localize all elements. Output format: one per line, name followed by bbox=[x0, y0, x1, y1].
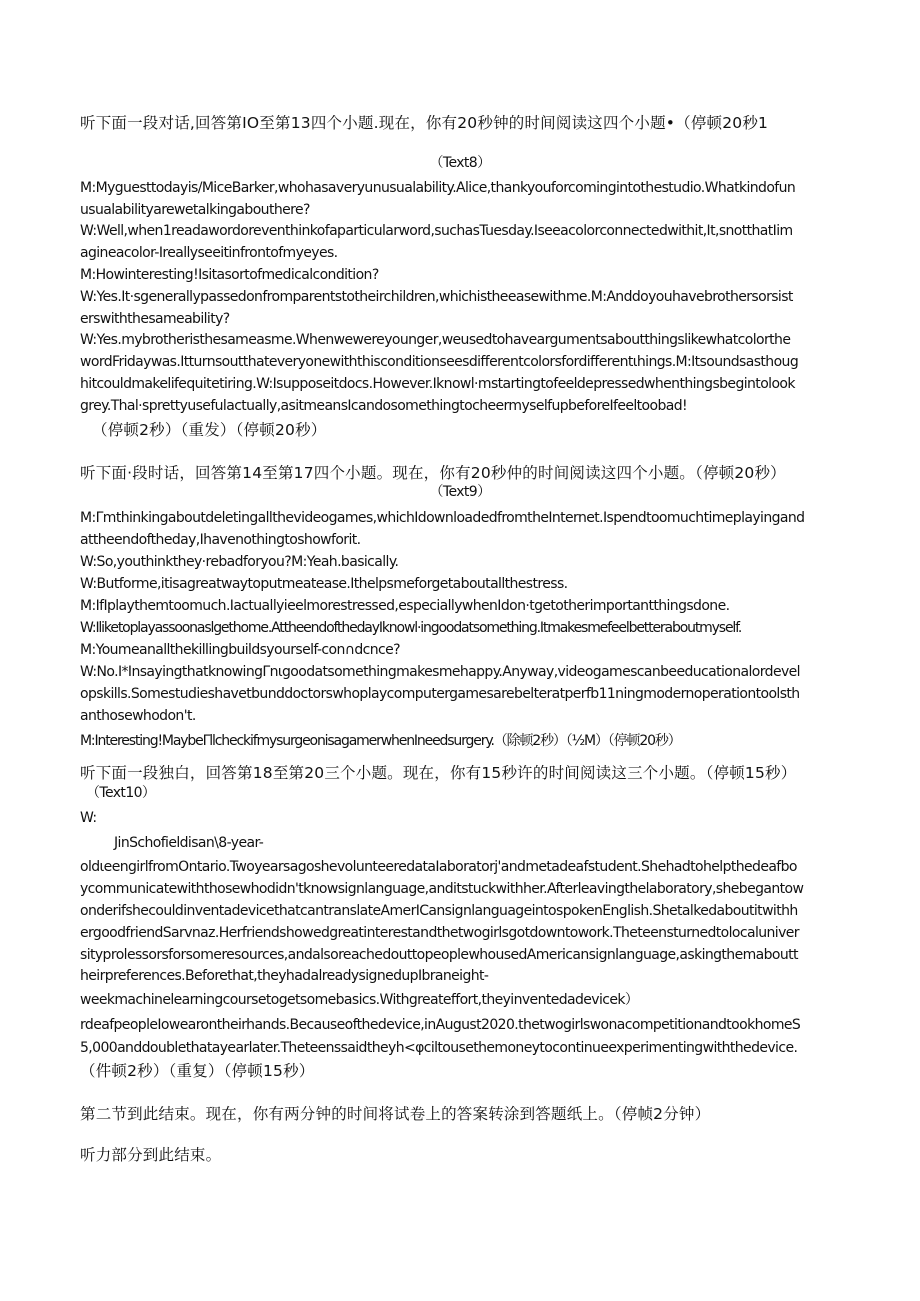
section10-pause: （件顿2秒）（重复）（停顿15秒） bbox=[80, 1062, 315, 1080]
transcript-line: W:No.I*InsayingthatknowingΓnιgoodatsomethingmakesmehappy.Anyway,videogamescanbeeducationalordevel bbox=[80, 664, 800, 680]
section9-label: （Text9） bbox=[429, 484, 491, 500]
transcript-line: W:Well,when1readawordoreventhinkofaparticularword,suchasTuesday.Iseeacolorconnectedwithit,It,snotthatIim bbox=[80, 223, 793, 239]
section10-instruction: 听下面一段独白，回答第18至第20三个小题。现在，你有15秒许的时间阅读这三个小题。（停顿15秒） bbox=[80, 764, 797, 782]
transcript-line: sityprolessorsforsomeresources,andalsoreachedouttopeoplewhousedAmericansignlanguage,askingthemaboutt bbox=[80, 947, 798, 963]
transcript-line: 5,000anddoublethatayearlater.Theteenssaidtheyh<φciltousethemoneytocontinueexperimentingwiththedevice. bbox=[80, 1040, 798, 1056]
transcript-line: wordFridaywas.Itturnsoutthateveryonewiththisconditionseesdifferentcolorsfordifferentιhings.M:Itsoundsasthoug bbox=[80, 354, 799, 370]
transcript-line: oldιeengirlfromOntario.TwoyearsagoshevolunteeredataIaboratorj'andmetadeafstudent.Shehadtohelpthedeafbo bbox=[80, 859, 797, 875]
transcript-line: M:Γmthinkingaboutdeletingallthevideogames,whichIdownloadedfromtheInternet.Ispendtoomuchtimeplayingand bbox=[80, 510, 805, 526]
transcript-line: onderifshecouldinventadevicethatcantranslateAmerICansignlanguageintospokenEnglish.Shetalkedaboutitwithh bbox=[80, 903, 798, 919]
section9-instruction: 听下面·段时话，回答第14至第17四个小题。现在，你有20秒仲的时间阅读这四个小题。（停顿20秒） bbox=[80, 464, 786, 482]
transcript-line: M:Howinteresting!Isitasortofmedicalcondition? bbox=[80, 267, 379, 283]
transcript-line: W:Yes.It·sgenerallypassedonfromparentstotheirchildren,whichistheeasewithme.M:Anddoyouhavebrothersorsist bbox=[80, 289, 793, 305]
transcript-line: opskills.Somestudieshavetbunddoctorswhoplaycomputergamesarebelteratperfb11ningmodernoperationtoolsth bbox=[80, 686, 800, 702]
transcript-line: W:Butforme,itisagreatwaytoputmeatease.Ithelpsmeforgetaboutallthestress. bbox=[80, 576, 568, 592]
transcript-line: usualabilityarewetalkingabouthere? bbox=[80, 202, 310, 218]
transcript-line: W:Yes.mybrotheristhesameasme.Whenwewereyounger,weusedtohaveargumentsaboutthingslikewhatcolorthe bbox=[80, 332, 791, 348]
section10-speaker: W: bbox=[80, 810, 97, 826]
transcript-line: M:Youmeanallthekillingbuildsyourself-con∩dcnce? bbox=[80, 642, 400, 658]
listening-end-notice: 听力部分到此结束。 bbox=[80, 1146, 222, 1164]
transcript-line: agineacolor-Ireallyseeitinfrontofmyeyes. bbox=[80, 245, 338, 261]
transcript-line: ergoodfriendSarvnaz.Herfriendshowedgreatinterestandthetwogirlsgotdowntowork.Theteensturnedtolocaluniver bbox=[80, 925, 799, 941]
transcript-line: attheendoftheday,Ihavenothingtoshowforit. bbox=[80, 532, 361, 548]
transcript-line: anthosewhodon't. bbox=[80, 708, 196, 724]
section8-instruction: 听下面一段对话,回答第IO至第13四个小题.现在，你有20秒钟的时间阅读这四个小题•（停顿20秒1 bbox=[80, 114, 769, 132]
transcript-line: ycommunicatewiththosewhodidn'tknowsignlanguage,anditstuckwithher.Afterleavingthelaboratory,shebegantow bbox=[80, 881, 804, 897]
transcript-line: M:IfIplaythemtoomuch.Iactuallyieelmorestressed,especiallywhenIdon·tgetotherimportantthingsdone. bbox=[80, 598, 730, 614]
transcript-line: hitcouldmakelifequitetiring.W:Isupposeitdocs.However.Iknowl·mstartingtofeeldepressedwhenthingsbegintolook bbox=[80, 376, 795, 392]
transcript-line: W:Iliketoplayassoonaslgethome.AttheendofthedayIknowl·ingoodatsomething.Itmakesmefeelbetteraboutmyself. bbox=[80, 620, 742, 636]
transcript-line: M:Interesting!MaybeΓllcheckifmysurgeonisagamerwhenIneedsurgery.（除顿2秒）（½M）（停顿20秒） bbox=[80, 733, 681, 749]
transcript-line: M:Myguesttodayis/MiceBarker,whohasaveryunusualability.Alice,thankyouforcomingintothestudio.Whatkindofun bbox=[80, 180, 796, 196]
transcript-line: heirpreferences.Beforethat,theyhadalreadysignedupIbraneight- bbox=[80, 968, 489, 984]
transcript-line: W:So,youthinkthey·rebadforyou?M:Yeah.basically. bbox=[80, 554, 399, 570]
transcript-line: weekmachinelearningcoursetogetsomebasics.Withgreateffort,theyinventedadevicek） bbox=[80, 992, 639, 1008]
transcript-line: grey.Thal·sprettyusefulactually,asitmeansIcandosomethingtocheermyselfupbeforeIfeeltoobad! bbox=[80, 398, 688, 414]
transcript-line: JinSchofieldisan\8-year- bbox=[114, 835, 264, 851]
transcript-line: rdeafpeopleIowearontheirhands.Becauseofthedevice,inAugust2020.thetwogirlswonacompetitionandtookhomeS bbox=[80, 1017, 801, 1033]
section10-label: （Text10） bbox=[86, 785, 156, 801]
section-end-notice: 第二节到此结束。现在，你有两分钟的时间将试卷上的答案转涂到答题纸上。（停帧2分钟） bbox=[80, 1105, 711, 1123]
transcript-line: erswiththesameability? bbox=[80, 311, 230, 327]
section8-pause: （停顿2秒）（重发）（停顿20秒） bbox=[92, 421, 327, 439]
section8-label: （Text8） bbox=[429, 155, 491, 171]
